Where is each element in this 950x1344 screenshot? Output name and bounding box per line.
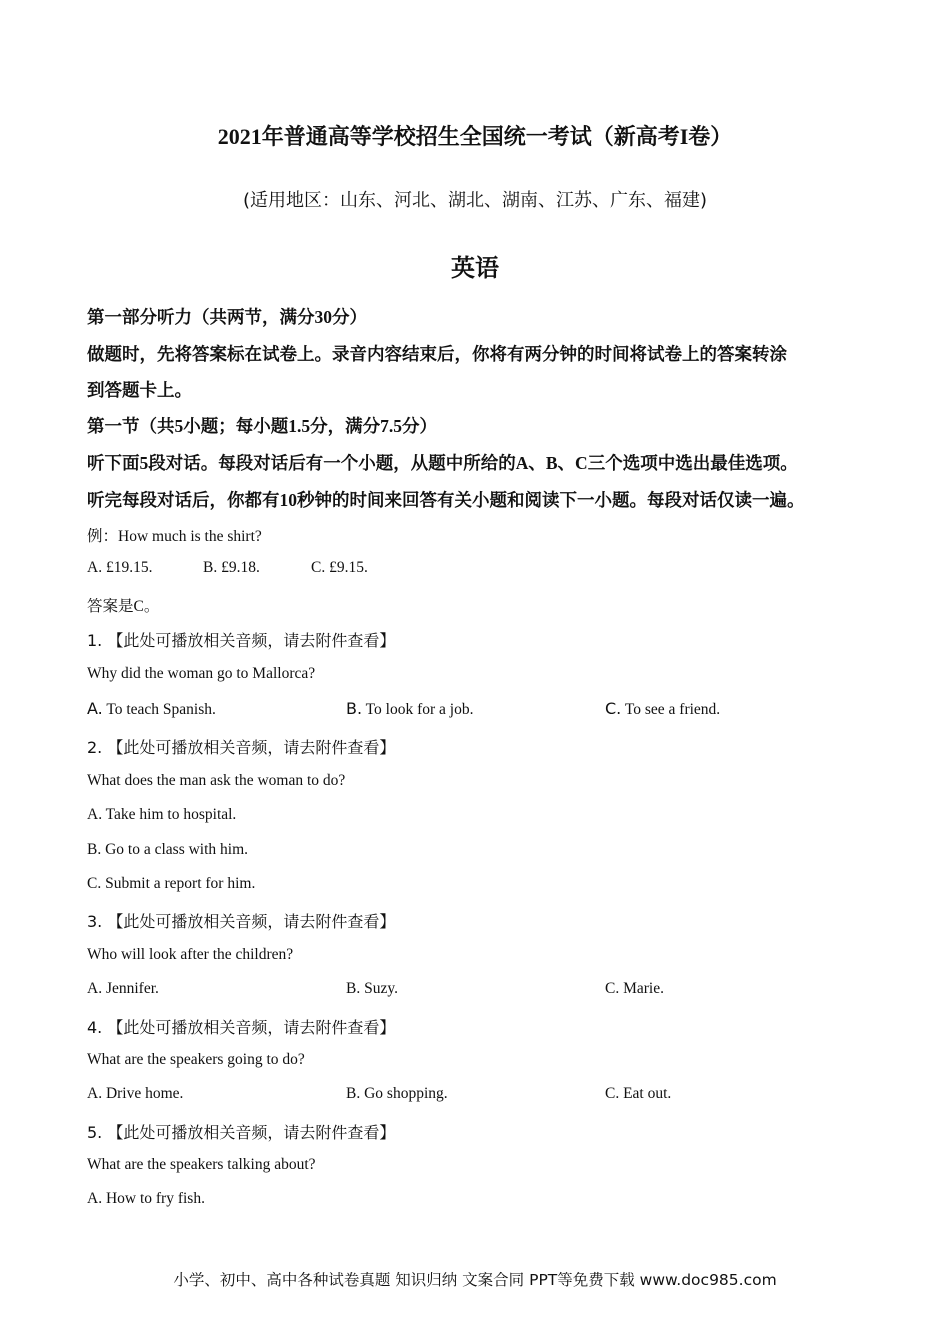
question-5-text: What are the speakers talking about? <box>87 1156 316 1173</box>
question-2-option-b: B. Go to a class with him. <box>87 841 249 858</box>
question-2-header: 2. 【此处可播放相关音频，请去附件查看】 <box>87 738 396 757</box>
part-instructions-line2: 到答题卡上。 <box>87 380 192 400</box>
question-5-header: 5. 【此处可播放相关音频，请去附件查看】 <box>87 1123 396 1142</box>
question-1-option-b: B. To look for a job. <box>346 699 474 718</box>
example-option-b: B. £9.18. <box>203 559 260 576</box>
example-answer: 答案是C。 <box>87 598 160 615</box>
question-4-option-c: C. Eat out. <box>605 1085 672 1102</box>
question-1-option-a: A. To teach Spanish. <box>87 699 216 718</box>
question-3-text: Who will look after the children? <box>87 946 294 963</box>
question-4-option-a: A. Drive home. <box>87 1085 184 1102</box>
part-heading: 第一部分听力（共两节，满分30分） <box>87 307 367 327</box>
question-1-text: Why did the woman go to Mallorca? <box>87 665 316 682</box>
section-instructions-line2: 听完每段对话后，你都有10秒钟的时间来回答有关小题和阅读下一小题。每段对话仅读一遍。 <box>87 490 805 510</box>
question-3-option-b: B. Suzy. <box>346 980 398 997</box>
question-3-option-a: A. Jennifer. <box>87 980 159 997</box>
question-4-header: 4. 【此处可播放相关音频，请去附件查看】 <box>87 1018 396 1037</box>
subject-heading: 英语 <box>451 256 499 282</box>
example-option-a: A. £19.15. <box>87 559 153 576</box>
section-instructions-line1: 听下面5段对话。每段对话后有一个小题，从题中所给的A、B、C三个选项中选出最佳选项。 <box>87 453 798 473</box>
page-footer: 小学、初中、高中各种试卷真题 知识归纳 文案合同 PPT等免费下载 www.doc985.com <box>173 1271 777 1289</box>
section-heading: 第一节（共5小题；每小题1.5分，满分7.5分） <box>87 416 437 436</box>
question-2-option-a: A. Take him to hospital. <box>87 806 237 823</box>
part-instructions-line1: 做题时，先将答案标在试卷上。录音内容结束后，你将有两分钟的时间将试卷上的答案转涂 <box>87 344 787 364</box>
question-1-header: 1. 【此处可播放相关音频，请去附件查看】 <box>87 631 396 650</box>
example-option-c: C. £9.15. <box>311 559 368 576</box>
question-2-option-c: C. Submit a report for him. <box>87 875 256 892</box>
question-4-option-b: B. Go shopping. <box>346 1085 448 1102</box>
exam-title: 2021年普通高等学校招生全国统一考试（新高考I卷） <box>217 124 733 149</box>
example-question: 例：How much is the shirt? <box>87 528 262 545</box>
question-4-text: What are the speakers going to do? <box>87 1051 305 1068</box>
question-3-option-c: C. Marie. <box>605 980 664 997</box>
applicable-regions: (适用地区：山东、河北、湖北、湖南、江苏、广东、福建) <box>242 190 708 211</box>
question-1-option-c: C. To see a friend. <box>605 699 721 718</box>
question-2-text: What does the man ask the woman to do? <box>87 772 346 789</box>
question-5-option-a: A. How to fry fish. <box>87 1190 205 1207</box>
question-3-header: 3. 【此处可播放相关音频，请去附件查看】 <box>87 912 396 931</box>
